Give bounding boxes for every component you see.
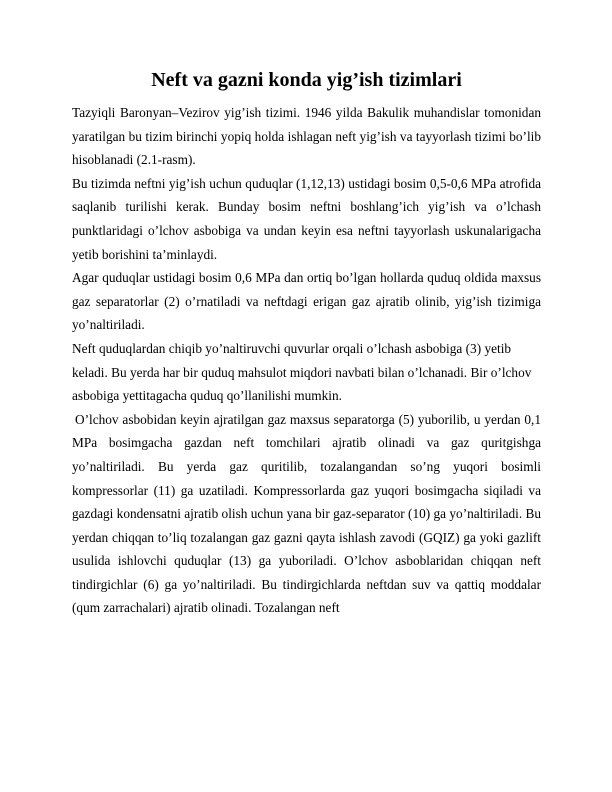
document-title: Neft va gazni konda yig’ish tizimlari — [151, 69, 462, 91]
paragraph-baronyan-vezirov: Tazyiqli Baronyan–Vezirov yig’ish tizimi. 1946 yilda Bakulik muhandislar tomonidan yaratilgan bu tizim birinchi yopiq holda ishlagan neft yig’ish va tayyorlash tizimi bo’lib hisoblanadi (2.1-rasm). — [72, 105, 541, 168]
paragraph-gas-separators: Agar quduqlar ustidagi bosim 0,6 MPa dan ortiq bo’lgan hollarda quduq oldida maxsus gaz separatorlar (2) o’rnatiladi va neftdagi erigan gaz ajratib olinib, yig’ish tizimiga yo’naltiriladi. — [72, 270, 541, 333]
paragraph-gas-processing: O’lchov asbobidan keyin ajratilgan gaz maxsus separatorga (5) yuborilib, u yerdan 0,1 MPa bosimgacha gazdan neft tomchilari ajratib olinadi va gaz quritgishga yo’naltiriladi. Bu yerda gaz quritilib, tozalangandan so’ng yuqori bosimli kompressorlar (11) ga uzatiladi. Kompressorlarda gaz yuqori bosimgacha siqiladi va gazdagi kondensatni ajratib olish uchun yana bir gaz-separator (10) ga yo’naltiriladi. Bu yerdan chiqqan to’liq tozalangan gaz gazni qayta ishlash zavodi (GQIZ) ga yoki gazlift usulida ishlovchi quduqlar (13) ga yuboriladi. O’lchov asboblaridan chiqqan neft tindirgichlar (6) ga yo’naltiriladi. Bu tindirgichlarda neftdan suv va qattiq moddalar (qum zarrachalari) ajratib olinadi. Tozalangan neft — [72, 411, 541, 616]
paragraph-pressure-requirement: Bu tizimda neftni yig’ish uchun quduqlar (1,12,13) ustidagi bosim 0,5-0,6 MPa atrofida saqlanib turilishi kerak. Bunday bosim neftni boshlang’ich yig’ish va o’lchash punktlaridagi o’lchov asbobiga va undan keyin esa neftni tayyorlash uskunalarigacha yetib borishini ta’minlaydi. — [72, 175, 541, 262]
paragraph-measuring-device: Neft quduqlardan chiqib yo’naltiruvchi quvurlar orqali o’lchash asbobiga (3) yetib keladi. Bu yerda har bir quduq mahsulot miqdori navbati bilan o’lchanadi. Bir o’lchov asbobiga yettitagacha quduq qo’llanilishi mumkin. — [72, 340, 532, 404]
document-page — [72, 66, 541, 620]
